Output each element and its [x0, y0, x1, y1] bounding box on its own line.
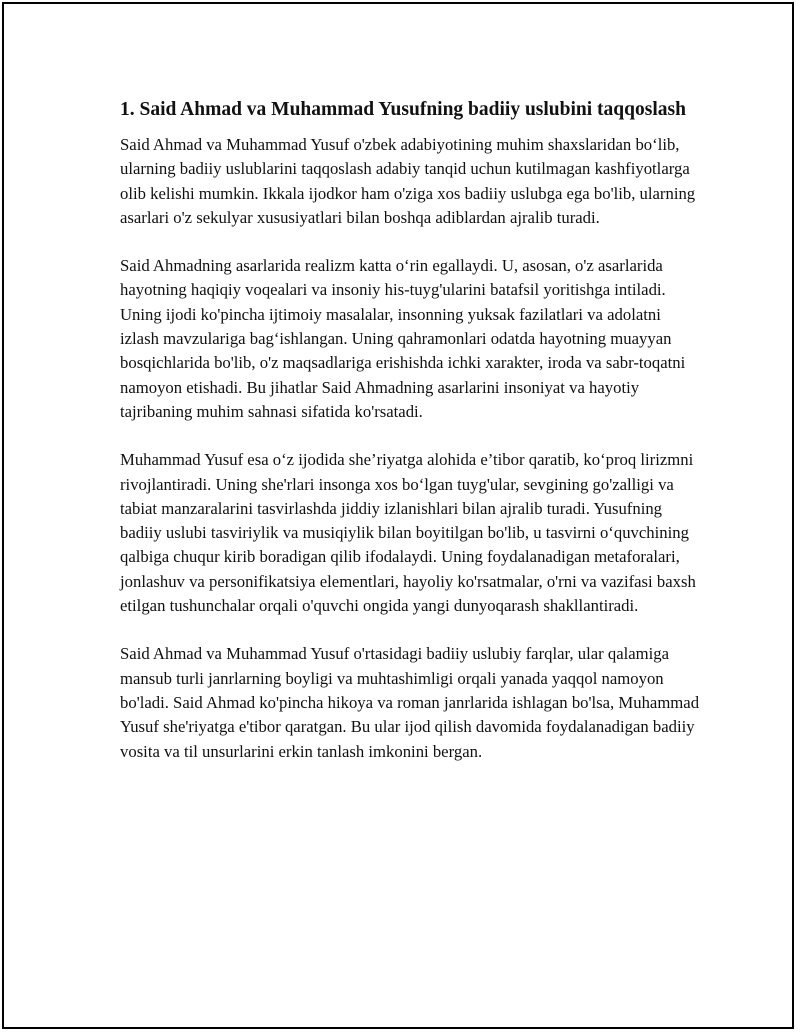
paragraph-comparison: Said Ahmad va Muhammad Yusuf o'rtasidagi badiiy uslubiy farqlar, ular qalamiga mansub turli janrlarning boyligi va muhtashimligi orqali yanada yaqqol namoyon bo'ladi. Said Ahmad ko'pincha hikoya va roman janrlarida ishlagan bo'lsa, Muhammad Yusuf she'riyatga e'tibor qaratgan. Bu ular ijod qilish davomida foydalanadigan badiiy vosita va til unsurlarini erkin tanlash imkonini bergan. [120, 644, 700, 761]
paragraph-muhammad-yusuf: Muhammad Yusuf esa o‘z ijodida she’riyatga alohida e’tibor qaratib, ko‘proq lirizmni rivojlantiradi. Uning she'rlari insonga xos bo‘lgan tuyg'ular, sevgining go'zalligi va tabiat manzaralarini tasvirlashda jiddiy izlanishlari bilan ajralib turadi. Yusufning badiiy uslubi tasviriylik va musiqiylik bilan boyitilgan bo'lib, u tasvirni o‘quvchining qalbiga chuqur kirib boradigan qilib ifodalaydi. Uning foydalanadigan metaforalari, jonlashuv va personifikatsiya elementlari, hayoliy ko'rsatmalar, o'rni va vazifasi baxsh etilgan tushunchalar orqali o'quvchi ongida yangi dunyoqarash shakllantiradi. [120, 450, 696, 616]
paragraph-said-ahmad: Said Ahmadning asarlarida realizm katta o‘rin egallaydi. U, asosan, o'z asarlarida hayotning haqiqiy voqealari va insoniy his-tuyg'ularini batafsil yoritishga intiladi. Uning ijodi ko'pincha ijtimoiy masalalar, insonning yuksak fazilatlari va adolatni izlash mavzulariga bag‘ishlangan. Uning qahramonlari odatda hayotning muayyan bosqichlarida bo'lib, o'z maqsadlariga erishishda ichki xarakter, iroda va sabr-toqatni namoyon etishadi. Bu jihatlar Said Ahmadning asarlarini insoniyat va hayotiy tajribaning muhim sahnasi sifatida ko'rsatadi. [120, 256, 686, 421]
paragraph-intro: Said Ahmad va Muhammad Yusuf o'zbek adabiyotining muhim shaxslaridan bo‘lib, ularning badiiy uslublarini taqqoslash adabiy tanqid uchun kutilmagan kashfiyotlarga olib kelishi mumkin. Ikkala ijodkor ham o'ziga xos badiiy uslubga ega bo'lib, ularning asarlari o'z sekulyar xususiyatlari bilan boshqa adiblardan ajralib turadi. [120, 135, 696, 227]
document-content [120, 96, 700, 788]
document-page [2, 2, 794, 1029]
section-heading: 1. Said Ahmad va Muhammad Yusufning badiiy uslubini taqqoslash [120, 99, 686, 120]
